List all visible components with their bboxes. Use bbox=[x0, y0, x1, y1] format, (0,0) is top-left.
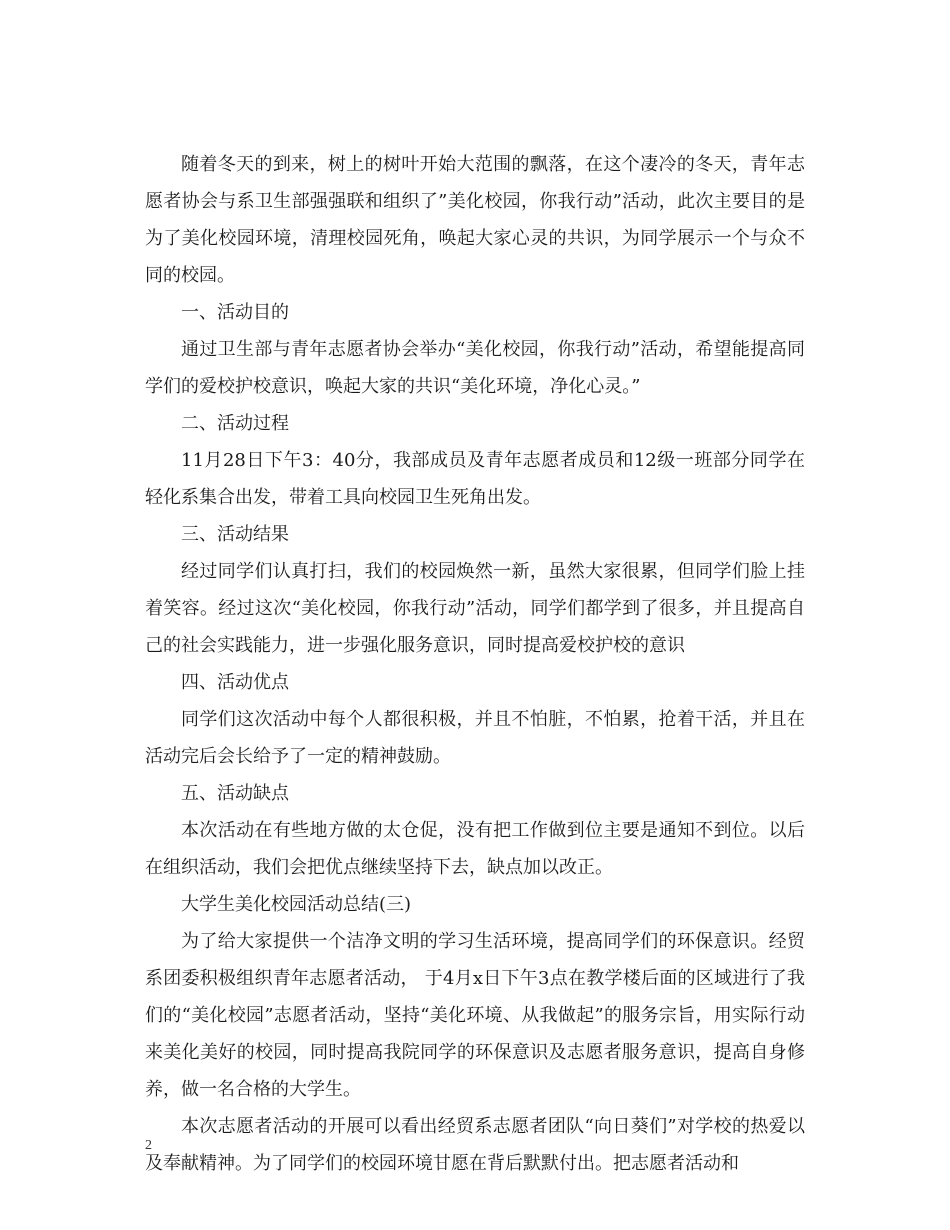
heading-activity-result: 三、活动结果 bbox=[181, 524, 289, 545]
paragraph-activity-purpose: 通过卫生部与青年志愿者协会举办“美化校园，你我行动”活动，希望能提高同学们的爱校护校意识，唤起大家的共识“美化环境，净化心灵。” bbox=[145, 339, 805, 397]
paragraph-intro: 随着冬天的到来，树上的树叶开始大范围的飘落，在这个凄冷的冬天，青年志愿者协会与系卫生部强强联和组织了”美化校园，你我行动”活动，此次主要目的是为了美化校园环境，清理校园死角，唤起大家心灵的共识，为同学展示一个与众不同的校园。 bbox=[145, 154, 805, 286]
page-number: 2 bbox=[145, 1138, 152, 1153]
section-title-summary-three: 大学生美化校园活动总结(三) bbox=[181, 894, 412, 915]
paragraph-activity-weaknesses: 本次活动在有些地方做的太仓促，没有把工作做到位主要是通知不到位。以后在组织活动，我们会把优点继续坚持下去，缺点加以改正。 bbox=[145, 820, 805, 878]
heading-activity-weaknesses: 五、活动缺点 bbox=[181, 783, 289, 804]
paragraph-activity-process: 11月28日下午3：40分，我部成员及青年志愿者成员和12级一班部分同学在轻化系集合出发，带着工具向校园卫生死角出发。 bbox=[145, 450, 805, 508]
heading-activity-purpose: 一、活动目的 bbox=[181, 302, 289, 323]
heading-activity-process: 二、活动过程 bbox=[181, 413, 289, 434]
document-body bbox=[145, 146, 805, 1182]
paragraph-summary-three-intro: 为了给大家提供一个洁净文明的学习生活环境，提高同学们的环保意识。经贸系团委积极组织青年志愿者活动， 于4月x日下午3点在教学楼后面的区域进行了我们的“美化校园”志愿者活动，坚持“美化环境、从我做起”的服务宗旨，用实际行动来美化美好的校园，同时提高我院同学的环保意识及志愿者服务意识，提高自身修养，做一名合格的大学生。 bbox=[145, 931, 805, 1100]
paragraph-summary-three-continued: 本次志愿者活动的开展可以看出经贸系志愿者团队“向日葵们”对学校的热爱以及奉献精神。为了同学们的校园环境甘愿在背后默默付出。把志愿者活动和 bbox=[145, 1116, 805, 1174]
heading-activity-strengths: 四、活动优点 bbox=[181, 672, 289, 693]
paragraph-activity-strengths: 同学们这次活动中每个人都很积极，并且不怕脏，不怕累，抢着干活，并且在活动完后会长给予了一定的精神鼓励。 bbox=[145, 709, 805, 767]
paragraph-activity-result: 经过同学们认真打扫，我们的校园焕然一新，虽然大家很累，但同学们脸上挂着笑容。经过这次“美化校园，你我行动”活动，同学们都学到了很多，并且提高自己的社会实践能力，进一步强化服务意识，同时提高爱校护校的意识 bbox=[145, 561, 805, 656]
